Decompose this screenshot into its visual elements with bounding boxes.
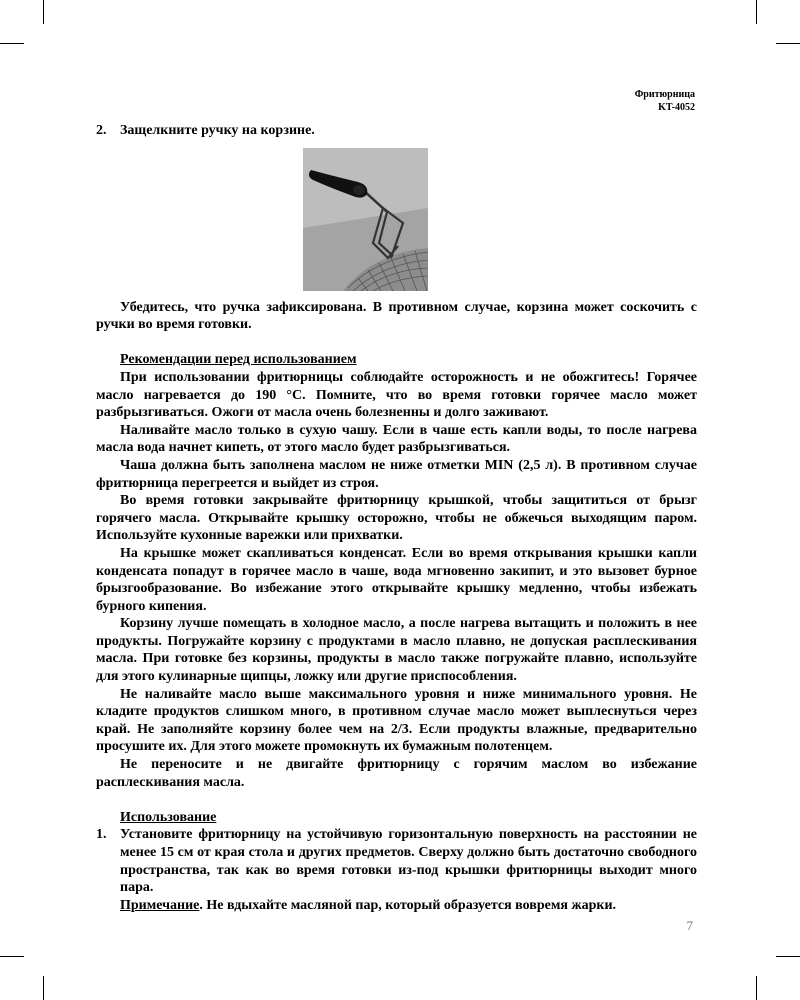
usage-item-number: 1. <box>96 827 107 843</box>
recommendation-paragraph: Во время готовки закрывайте фритюрницу крышкой, чтобы защититься от брызг горячего масла. Открывайте крышку осторожно, чтобы не обжечься выходящим паром. Используйте кухонные варежки или прихватки. <box>96 493 697 544</box>
step-2 <box>96 122 697 140</box>
recommendation-paragraph: Не переносите и не двигайте фритюрницу с горячим маслом во избежание расплескивания масла. <box>96 757 697 790</box>
basket-handle-photo <box>303 148 428 291</box>
usage-title: Использование <box>120 809 217 825</box>
recommendation-paragraph: Чаша должна быть заполнена маслом не ниже отметки MIN (2,5 л). В противном случае фритюрница перегреется и выйдет из строя. <box>96 457 697 491</box>
handle-warning: Убедитесь, что ручка зафиксирована. В противном случае, корзина может соскочить с ручки во время готовки. <box>96 299 697 333</box>
basket-handle-illustration <box>303 148 428 291</box>
crop-mark <box>0 956 24 957</box>
crop-mark <box>43 0 44 24</box>
crop-mark <box>0 43 24 44</box>
recommendation-paragraph: На крышке может скапливаться конденсат. Если во время открывания крышки капли конденсата попадут в горячее масло в чаше, вода мгновенно закипит, и это вызовет бурное брызгообразование. Во избежание этого открывайте крышку медленно, чтобы избежать бурного кипения. <box>96 545 697 614</box>
page-number: 7 <box>686 918 693 933</box>
recommendation-paragraph: Не наливайте масло выше максимального уровня и ниже минимального уровня. Не кладите продуктов слишком много, в противном случае масло может выплеснуться через край. Не заполняйте корзину более чем на 2/3. Если продукты влажные, предварительно просушите их. Для этого можете промокнуть их бумажным полотенцем. <box>96 686 697 755</box>
usage-list <box>96 826 697 914</box>
recommendation-paragraph: При использовании фритюрницы соблюдайте осторожность и не обожгитесь! Горячее масло нагревается до 190 °С. Помните, что во время готовки горячее масло может разбрызгиваться. Ожоги от масла очень болезненны и долго заживают. <box>96 369 697 421</box>
usage-item-body <box>120 826 697 914</box>
crop-mark <box>756 0 757 24</box>
step-text: Защелкните ручку на корзине. <box>120 123 315 138</box>
header-model: KT-4052 <box>658 102 695 113</box>
note-label: Примечание <box>120 897 200 913</box>
step-number: 2. <box>96 123 107 138</box>
crop-mark <box>43 976 44 1000</box>
usage-item <box>96 826 697 914</box>
page-content <box>96 122 697 914</box>
recommendations-title: Рекомендации перед использованием <box>120 352 357 368</box>
recommendation-paragraph: Наливайте масло только в сухую чашу. Если в чаше есть капли воды, то после нагрева масла вода начнет кипеть, от этого масло будет разбрызгиваться. <box>96 422 697 456</box>
crop-mark <box>776 956 800 957</box>
page-header <box>635 88 695 114</box>
recommendation-paragraph: Корзину лучше помещать в холодное масло, а после нагрева вытащить и положить в нее продукты. Погружайте корзину с продуктами в масло плавно, не допуская расплескивания масла. При готовке без корзины, продукты в масло также погружайте плавно, используйте для этого кулинарные щипцы, ложку или другие приспособления. <box>96 616 697 685</box>
crop-mark <box>776 43 800 44</box>
crop-mark <box>756 976 757 1000</box>
usage-item-note <box>120 897 697 915</box>
header-title: Фритюрница <box>634 89 695 100</box>
note-text: . Не вдыхайте масляной пар, который образуется вовремя жарки. <box>199 897 617 913</box>
usage-item-text: Установите фритюрницу на устойчивую горизонтальную поверхность на расстоянии не менее 15 см от края стола и других предметов. Сверху должно быть достаточно свободного пространства, так как во время готовки из-под крышки фритюрницы выходит много пара. <box>120 827 697 896</box>
